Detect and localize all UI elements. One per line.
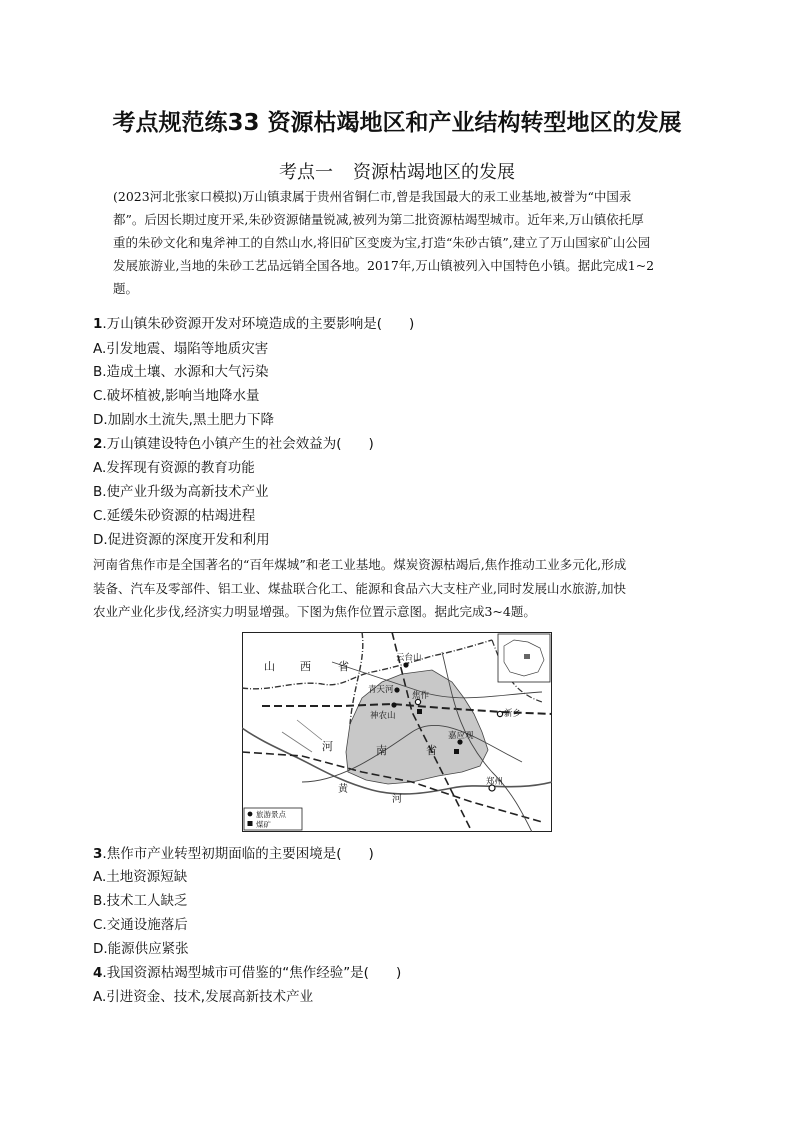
legend-mine-symbol xyxy=(248,821,253,826)
option-a[interactable]: A.土地资源短缺 xyxy=(93,869,188,885)
question-stem: 4.我国资源枯竭型城市可借鉴的“焦作经验”是( ) xyxy=(93,965,402,981)
question-stem: 3.焦作市产业转型初期面临的主要困境是( ) xyxy=(93,846,374,862)
option-d[interactable]: D.加剧水土流失,黑土肥力下降 xyxy=(93,412,274,428)
passage-line: (2023河北张家口模拟)万山镇隶属于贵州省铜仁市,曾是我国最大的汞工业基地,被誉为“中国汞 xyxy=(113,189,632,204)
question-number: 2 xyxy=(93,436,103,452)
passage-line: 河南省焦作市是全国著名的“百年煤城”和老工业基地。煤炭资源枯竭后,焦作推动工业多元化,形成 xyxy=(93,557,627,572)
shennongshan-marker xyxy=(391,702,396,707)
section-title: 资源枯竭地区的发展 xyxy=(353,162,515,183)
section-label: 考点一 xyxy=(279,162,333,183)
mine-marker xyxy=(417,709,422,714)
passage-line: 农业产业化步伐,经济实力明显增强。下图为焦作位置示意图。据此完成3~4题。 xyxy=(93,604,536,619)
passage-line: 题。 xyxy=(113,281,139,296)
qingtianhe-marker xyxy=(394,687,399,692)
question-stem: 1.万山镇朱砂资源开发对环境造成的主要影响是( ) xyxy=(93,316,415,332)
legend-mine-label: 煤矿 xyxy=(256,820,271,829)
option-a[interactable]: A.引发地震、塌陷等地质灾害 xyxy=(93,341,269,357)
passage-line: 都”。后因长期过度开采,朱砂资源储量锐减,被列为第二批资源枯竭型城市。近年来,万山镇依托厚 xyxy=(113,212,644,227)
map-label: 神农山 xyxy=(370,711,396,721)
legend-scenic-symbol xyxy=(248,812,253,817)
option-d[interactable]: D.能源供应紧张 xyxy=(93,941,189,957)
map-label: 河 xyxy=(392,794,402,805)
xinxiang-marker xyxy=(497,711,502,716)
jiaozuo-location-map xyxy=(242,632,552,832)
option-c[interactable]: C.延缓朱砂资源的枯竭进程 xyxy=(93,508,256,524)
map-label: 郑州 xyxy=(486,777,504,787)
map-label: 山 xyxy=(264,660,275,673)
option-b[interactable]: B.使产业升级为高新技术产业 xyxy=(93,484,269,500)
map-label: 南 xyxy=(376,744,387,757)
passage-line: 装备、汽车及零部件、铝工业、煤盐联合化工、能源和食品六大支柱产业,同时发展山水旅游,加快 xyxy=(93,581,626,596)
yuntaishan-marker xyxy=(403,662,408,667)
option-c[interactable]: C.交通设施落后 xyxy=(93,917,188,933)
question-stem: 2.万山镇建设特色小镇产生的社会效益为( ) xyxy=(93,436,374,452)
map-label: 焦作 xyxy=(412,691,430,701)
map-label: 省 xyxy=(338,660,349,673)
map-label: 省 xyxy=(426,744,437,757)
option-a[interactable]: A.发挥现有资源的教育功能 xyxy=(93,460,255,476)
question-number: 3 xyxy=(93,846,103,862)
mine-marker xyxy=(454,749,459,754)
map-label: 云台山 xyxy=(396,653,422,663)
map-label: 河 xyxy=(322,740,333,753)
inset-highlight xyxy=(524,654,530,659)
option-b[interactable]: B.技术工人缺乏 xyxy=(93,893,188,909)
question-number: 1 xyxy=(93,316,103,332)
page-title: 考点规范练33 资源枯竭地区和产业结构转型地区的发展 xyxy=(112,110,682,136)
map-label: 嘉应观 xyxy=(448,731,474,741)
question-number: 4 xyxy=(93,965,103,981)
option-b[interactable]: B.造成土壤、水源和大气污染 xyxy=(93,364,269,380)
section-heading xyxy=(0,158,794,184)
option-c[interactable]: C.破坏植被,影响当地降水量 xyxy=(93,388,260,404)
passage-line: 发展旅游业,当地的朱砂工艺品远销全国各地。2017年,万山镇被列入中国特色小镇。据此完成1~2 xyxy=(113,258,655,273)
passage-line: 重的朱砂文化和鬼斧神工的自然山水,将旧矿区变废为宝,打造“朱砂古镇”,建立了万山国家矿山公园 xyxy=(113,235,651,250)
map-label: 黄 xyxy=(338,784,348,795)
legend-scenic-label: 旅游景点 xyxy=(256,810,286,819)
option-d[interactable]: D.促进资源的深度开发和利用 xyxy=(93,532,270,548)
map-label: 青天河 xyxy=(368,685,394,695)
map-label: 西 xyxy=(300,660,311,673)
map-label: 新乡 xyxy=(504,709,522,719)
option-a[interactable]: A.引进资金、技术,发展高新技术产业 xyxy=(93,989,314,1005)
